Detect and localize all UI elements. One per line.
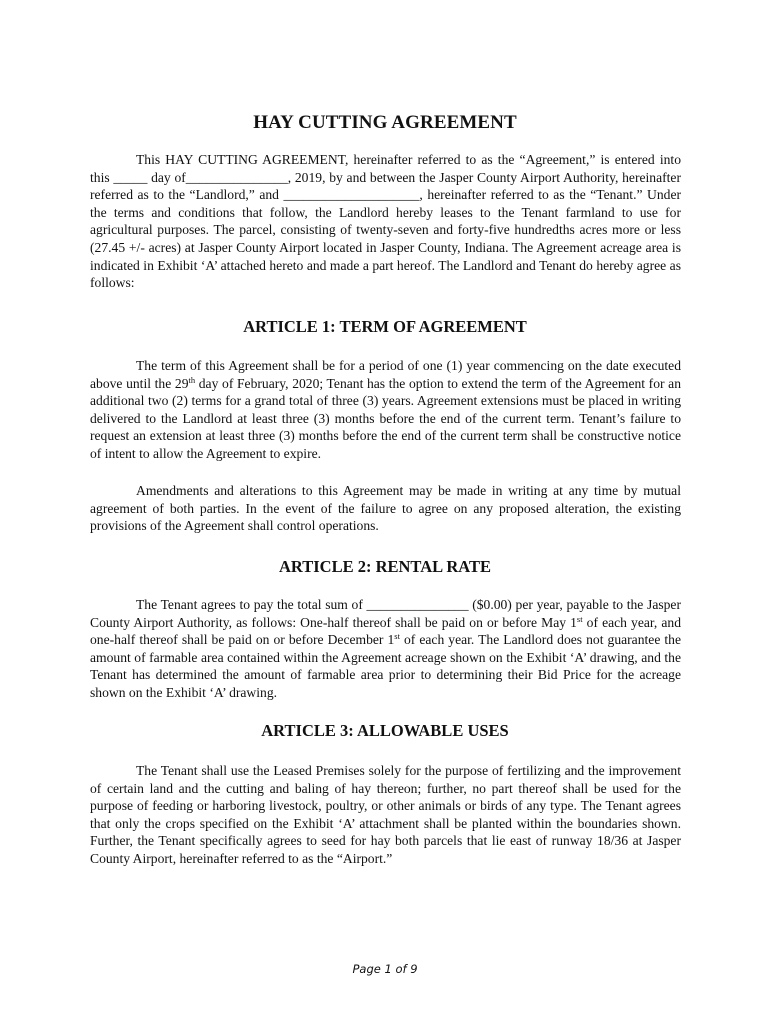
article-1-heading: ARTICLE 1: TERM OF AGREEMENT	[243, 317, 527, 336]
article-1-text-a: The term of this Agreement shall be for a period of one (1) year commencing on the date executed above until the 29	[90, 358, 681, 391]
superscript-st-2: st	[394, 631, 400, 642]
superscript-st-1: st	[576, 613, 583, 624]
article-2-text-b: of each year, and one-half thereof shall be paid on or before December 1	[90, 614, 681, 648]
article-1-paragraph-2: Amendments and alterations to this Agreement may be made in writing at any time by mutual agreement of both parties. In the event of the failure to agree on any proposed alteration, the existing provisions of the Agreement shall control operations.	[90, 483, 681, 534]
superscript-th: th	[188, 374, 196, 385]
article-2-heading: ARTICLE 2: RENTAL RATE	[279, 557, 491, 576]
page-number-footer: Page 1 of 9	[352, 962, 418, 976]
document-title: HAY CUTTING AGREEMENT	[253, 112, 517, 133]
article-2-paragraph-1	[90, 596, 681, 702]
article-2-text-a: The Tenant agrees to pay the total sum of _______________ ($0.00) per year, payable to the Jasper County Airport Authority, as follows: One-half thereof shall be paid on or before May 1	[90, 597, 681, 630]
article-1-paragraph-1	[90, 357, 681, 463]
article-3-paragraph-1: The Tenant shall use the Leased Premises solely for the purpose of fertilizing and the improvement of certain land and the cutting and baling of hay thereon; further, no part thereof shall be used for the purpose of feeding or harboring livestock, poultry, or other animals or birds of any type. The Tenant agrees that only the crops specified on the Exhibit ‘A’ attachment shall be planted within the boundaries shown. Further, the Tenant specifically agrees to seed for hay both parcels that lie east of runway 18/36 at Jasper County Airport, hereinafter referred to as the “Airport.”	[90, 763, 681, 866]
article-3-heading: ARTICLE 3: ALLOWABLE USES	[261, 721, 509, 740]
article-1-text-b: day of February, 2020; Tenant has the option to extend the term of the Agreement for an additional two (2) terms for a grand total of three (3) years. Agreement extensions must be placed in writing delivered to the Landlord at least three (3) months before the end of the current term. Tenant’s failure to request an extension at least three (3) months before the end of the current term shall be constructive notice of intent to allow the Agreement to expire.	[90, 375, 682, 461]
intro-paragraph: This HAY CUTTING AGREEMENT, hereinafter referred to as the “Agreement,” is entered into this _____ day of_______________, 2019, by and between the Jasper County Airport Authority, hereinafter referred as to the “Landlord,” and ____________________, hereinafter referred to as the “Tenant.” Under the terms and conditions that follow, the Landlord hereby leases to the Tenant farmland to use for agricultural purposes. The parcel, consisting of twenty-seven and forty-five hundredths acres more or less (27.45 +/- acres) at Jasper County Airport located in Jasper County, Indiana. The Agreement acreage area is indicated in Exhibit ‘A’ attached hereto and made a part hereof. The Landlord and Tenant do hereby agree as follows:	[90, 152, 681, 291]
article-2-text-c: of each year. The Landlord does not guarantee the amount of farmable area contained within the Agreement acreage shown on the Exhibit ‘A’ drawing, and the Tenant has determined the amount of farmable area prior to determining their Bid Price for the acreage shown on the Exhibit ‘A’ drawing.	[90, 632, 681, 700]
